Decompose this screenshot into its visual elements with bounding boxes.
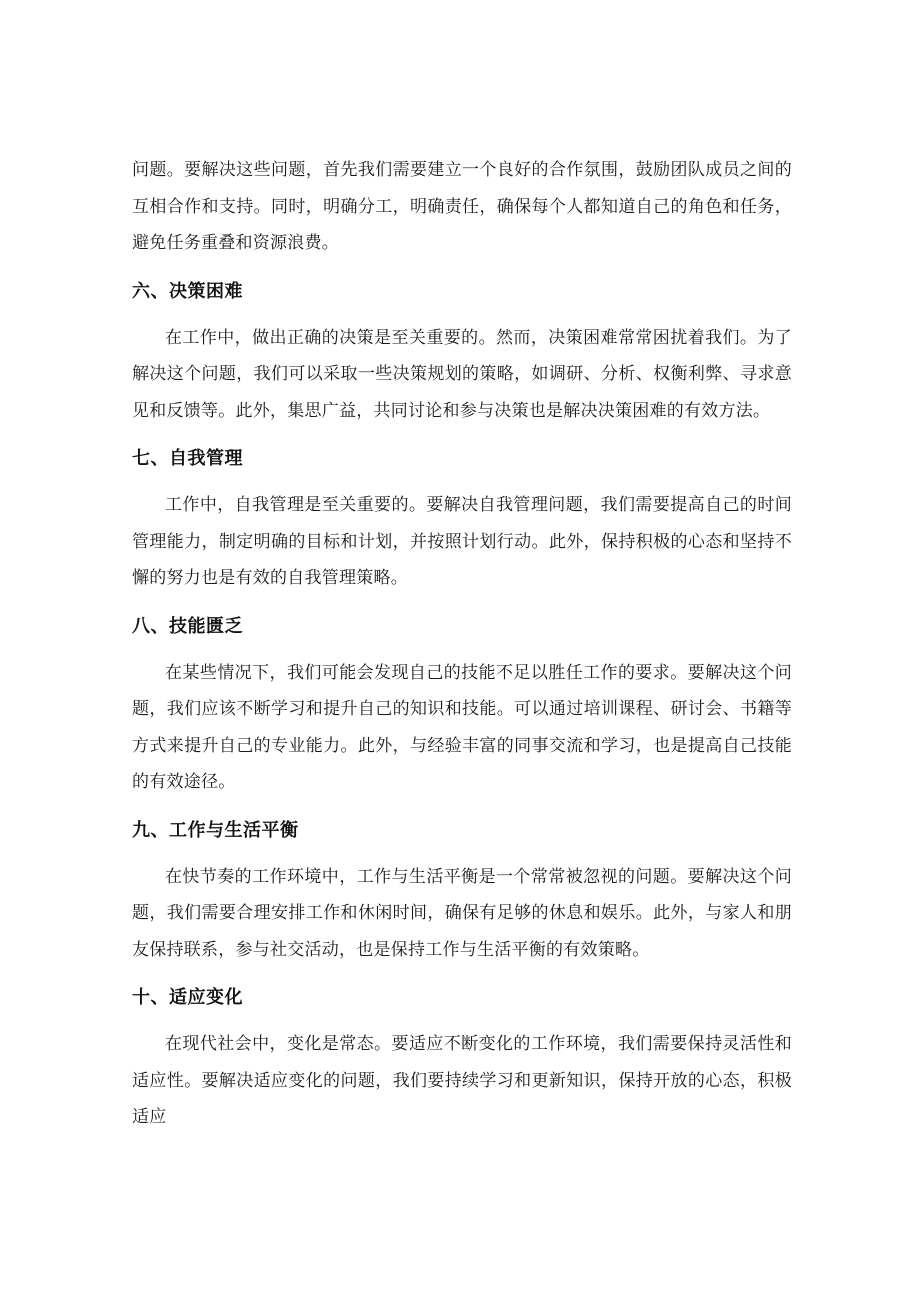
section-heading-self-management: 七、自我管理: [132, 448, 243, 469]
section-heading-skills: 八、技能匮乏: [132, 615, 243, 637]
section-paragraph-self-management: 工作中，自我管理是至关重要的。要解决自我管理问题，我们需要提高自己的时间管理能力，制定明确的目标和计划，并按照计划行动。此外，保持积极的心态和坚持不懈的努力也是有效的自我管理策略。: [132, 495, 792, 588]
section-paragraph-adapt-change: 在现代社会中，变化是常态。要适应不断变化的工作环境，我们需要保持灵活性和适应性。要解决适应变化的问题，我们要持续学习和更新知识，保持开放的心态，积极适应: [132, 1034, 792, 1127]
section-paragraph-decision: 在工作中，做出正确的决策是至关重要的。然而，决策困难常常困扰着我们。为了解决这个问题，我们可以采取一些决策规划的策略，如调研、分析、权衡利弊、寻求意见和反馈等。此外，集思广益，共同讨论和参与决策也是解决决策困难的有效方法。: [132, 327, 792, 421]
document-body: [132, 152, 792, 1136]
section-paragraph-skills: 在某些情况下，我们可能会发现自己的技能不足以胜任工作的要求。要解决这个问题，我们应该不断学习和提升自己的知识和技能。可以通过培训课程、研讨会、书籍等方式来提升自己的专业能力。此外，与经验丰富的同事交流和学习，也是提高自己技能的有效途径。: [132, 662, 792, 792]
section-heading-adapt-change: 十、适应变化: [132, 987, 243, 1008]
section-heading-decision: 六、决策困难: [132, 280, 243, 302]
section-heading-work-life-balance: 九、工作与生活平衡: [132, 819, 299, 841]
section-paragraph-work-life-balance: 在快节奏的工作环境中，工作与生活平衡是一个常常被忽视的问题。要解决这个问题，我们需要合理安排工作和休闲时间，确保有足够的休息和娱乐。此外，与家人和朋友保持联系，参与社交活动，也是保持工作与生活平衡的有效策略。: [132, 866, 792, 960]
intro-paragraph: 问题。要解决这些问题，首先我们需要建立一个良好的合作氛围，鼓励团队成员之间的互相合作和支持。同时，明确分工，明确责任，确保每个人都知道自己的角色和任务，避免任务重叠和资源浪费。: [132, 160, 792, 253]
